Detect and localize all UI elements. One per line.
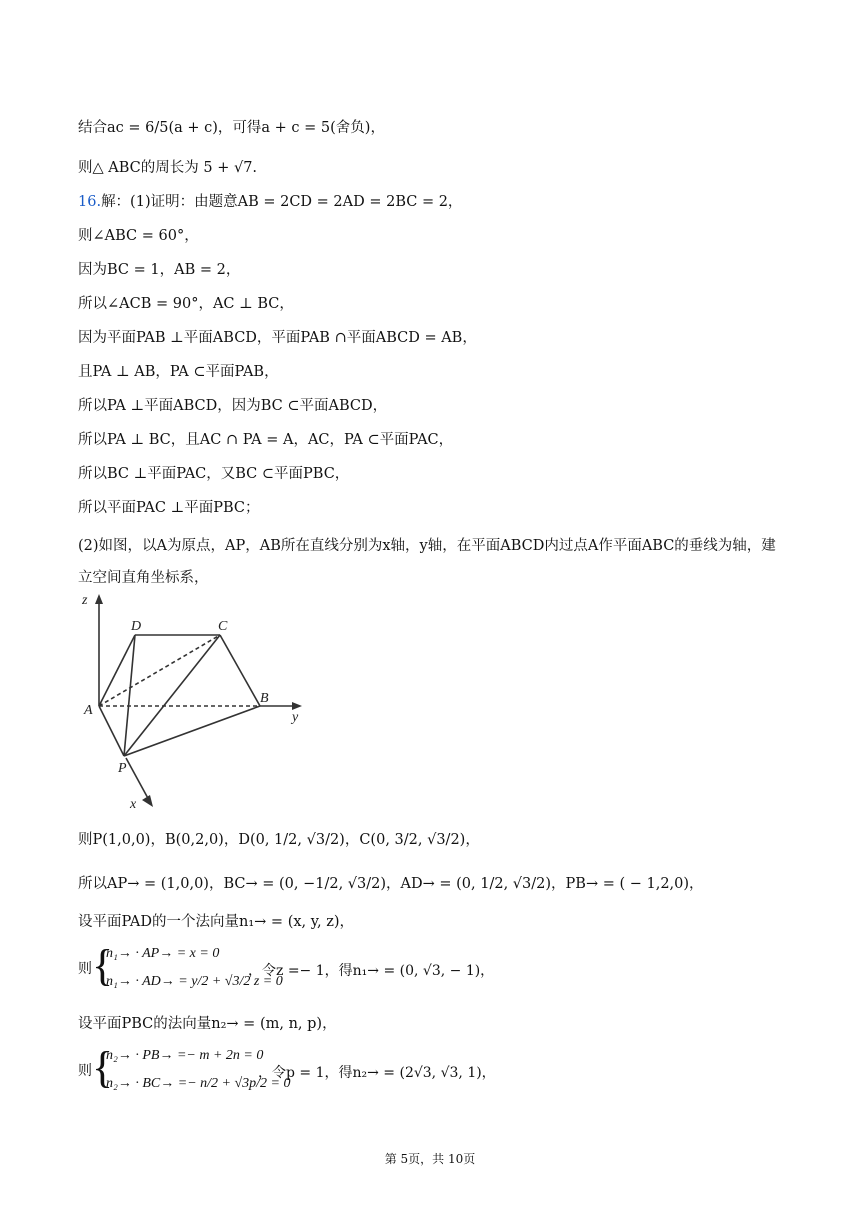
x-arrow-icon: [142, 795, 153, 807]
label-P: P: [118, 761, 127, 776]
y-arrow-icon: [292, 702, 302, 710]
coordinate-figure: [78, 590, 318, 812]
line-14: 则P(1,0,0)，B(0,2,0)，D(0, 1/2, √3/2)，C(0, 3/2, √3/2)，: [78, 832, 480, 848]
line-6: 所以∠ACB = 90°，AC ⊥ BC，: [78, 296, 294, 312]
line-17: 设平面PBC的法向量n₂→ = (m, n, p)，: [78, 1016, 337, 1032]
line-2: 则△ ABC的周长为 5 + √7.: [78, 160, 258, 176]
system-1-row-2: n₁→ · AD→ = y/2 + √3/2 z = 0: [106, 974, 283, 989]
line-10: 所以PA ⊥ BC，且AC ∩ PA = A，AC，PA ⊂平面PAC，: [78, 432, 454, 448]
left-brace-icon: {: [92, 941, 114, 990]
z-arrow-icon: [95, 594, 103, 604]
question-number[interactable]: 16.: [78, 194, 102, 210]
label-B: B: [260, 691, 269, 706]
edge-AP: [99, 706, 124, 756]
line-1: 结合ac = 6/5(a + c)，可得a + c = 5(舍负)，: [78, 120, 385, 136]
label-C: C: [218, 619, 228, 634]
system-2-row-2: n₂→ · BC→ =− n/2 + √3p/2 = 0: [106, 1076, 291, 1091]
system-2-result: ，令p = 1，得n₂→ = (2√3, √3, 1)，: [258, 1065, 496, 1081]
line-3: [78, 192, 462, 212]
line-13: (2)如图，以A为原点，AP，AB所在直线分别为x轴，y轴，在平面ABCD内过点A作平面ABC的垂线为轴，建立空间直角坐标系，: [78, 538, 776, 586]
line-9: 所以PA ⊥平面ABCD，因为BC ⊂平面ABCD，: [78, 398, 388, 414]
label-A: A: [84, 703, 93, 718]
page-footer: 第 5页，共 10页: [384, 1152, 476, 1166]
line-8: 且PA ⊥ AB，PA ⊂平面PAB，: [78, 364, 279, 380]
x-axis: [126, 758, 150, 802]
equation-system-1: [78, 941, 778, 998]
label-x: x: [130, 797, 137, 812]
left-brace-icon: {: [92, 1043, 114, 1092]
line-5: 因为BC = 1，AB = 2，: [78, 262, 241, 278]
system-1-result: ，令z =− 1，得n₁→ = (0, √3, − 1)，: [248, 963, 495, 979]
line-12: 所以平面PAC ⊥平面PBC；: [78, 500, 260, 516]
line-16: 设平面PAD的一个法向量n₁→ = (x, y, z)，: [78, 914, 355, 930]
label-y: y: [292, 710, 299, 725]
line-3-text: 解：(1)证明：由题意AB = 2CD = 2AD = 2BC = 2，: [101, 194, 463, 210]
line-15: 所以AP→ = (1,0,0)，BC→ = (0, −1/2, √3/2)，AD→ = (0, 1/2, √3/2)，PB→ = ( − 1,2,0)，: [78, 876, 704, 892]
edge-CB: [220, 635, 260, 706]
line-11: 所以BC ⊥平面PAC，又BC ⊂平面PBC，: [78, 466, 350, 482]
line-7: 因为平面PAB ⊥平面ABCD，平面PAB ∩平面ABCD = AB，: [78, 330, 477, 346]
system-1-prefix: 则: [78, 961, 92, 977]
label-z: z: [82, 593, 88, 608]
system-2-prefix: 则: [78, 1063, 92, 1079]
system-2-row-1: n₂→ · PB→ =− m + 2n = 0: [106, 1048, 264, 1063]
system-1-row-1: n₁→ · AP→ = x = 0: [106, 946, 220, 961]
label-D: D: [131, 619, 142, 634]
equation-system-2: [78, 1043, 778, 1100]
line-4: 则∠ABC = 60°，: [78, 228, 199, 244]
